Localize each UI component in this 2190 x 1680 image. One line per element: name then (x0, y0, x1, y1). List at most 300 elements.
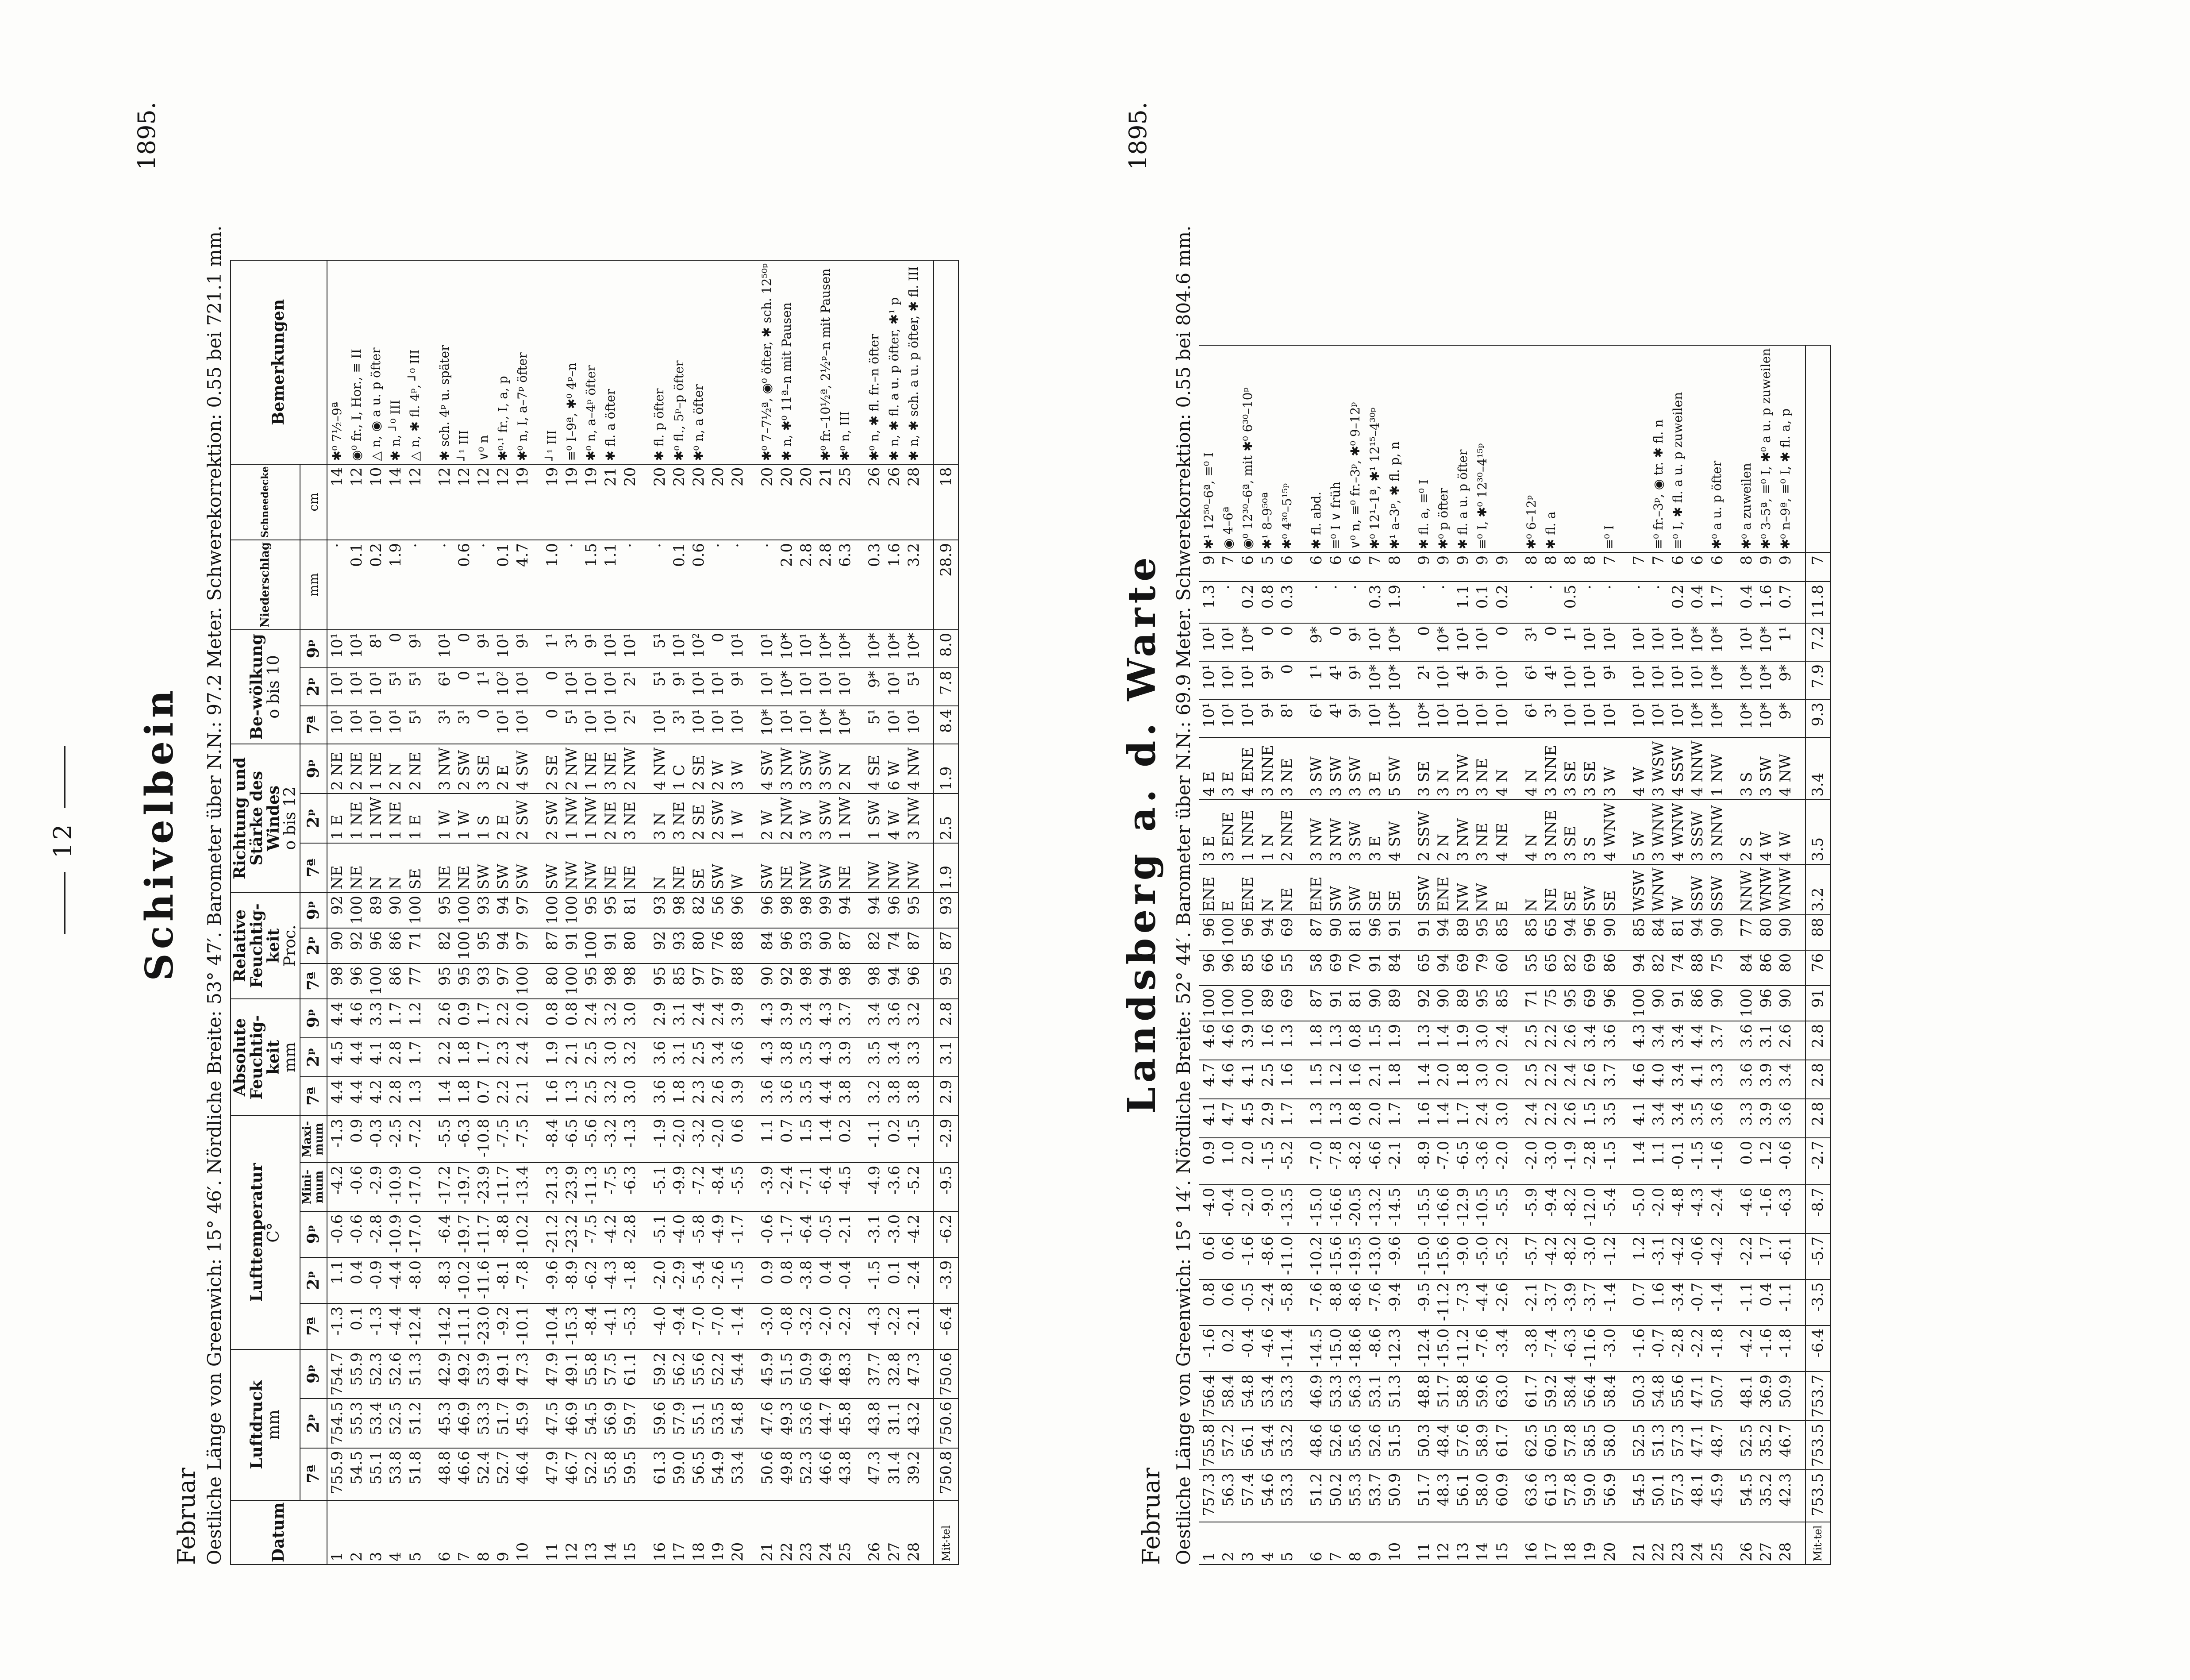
cell-cloud-9: 0 (1493, 623, 1512, 661)
cell-rel-2: 100 (454, 928, 474, 963)
spacer-cell (924, 928, 934, 963)
cell-wind-7: SE (1561, 864, 1580, 915)
cell-abs-7: 2.3 (689, 1077, 708, 1116)
cell-abs-2: 3.6 (650, 1038, 670, 1077)
cell-cloud-7: 6¹ (1522, 699, 1541, 737)
spacer-cell (1727, 800, 1737, 864)
cell-rel-2: 86 (386, 928, 405, 963)
cell-rel-7: 80 (543, 963, 562, 999)
cell-cloud-7: 10* (835, 706, 855, 744)
cell-temp-9: -0.6 (758, 1211, 777, 1257)
spacer-cell (425, 1116, 435, 1163)
spacer-cell (924, 843, 934, 893)
cell-date: 8 (474, 1500, 493, 1564)
cell-cloud-9: 10* (835, 630, 855, 668)
cell-date: 16 (1522, 1522, 1541, 1564)
cell-abs-9: 1.3 (1414, 1021, 1434, 1060)
cell-cloud-2: 9¹ (1258, 661, 1278, 699)
cell-abs-2: 3.1 (934, 1038, 958, 1077)
cell-cloud-9: 0 (454, 630, 474, 668)
cell-rel-7: 100 (562, 963, 581, 999)
cell-cloud-2: 7.8 (934, 668, 958, 706)
spacer-cell (1620, 1421, 1629, 1470)
spacer-cell (1405, 1185, 1414, 1233)
cell-temp-min: -19.7 (454, 1163, 474, 1211)
cell-temp-7: -4.3 (865, 1303, 884, 1349)
spacer-cell (855, 1211, 865, 1257)
cell-pressure-2: 51.2 (406, 1399, 425, 1448)
cell-wind-7: 3.2 (1805, 864, 1830, 915)
cell-temp-7: -8.4 (581, 1303, 601, 1349)
cell-abs-9: 3.1 (670, 999, 689, 1038)
row-spacer (533, 260, 543, 1564)
cell-abs-7: 2.2 (1541, 1099, 1561, 1138)
cell-temp-min: -0.6 (347, 1163, 366, 1211)
cell-rel-9: 100 (347, 893, 366, 928)
cell-cloud-7: 10¹ (689, 706, 708, 744)
cell-abs-2: 1.2 (1326, 1060, 1346, 1099)
cell-abs-9: 4.4 (327, 999, 347, 1038)
cell-rel-7: 100 (1219, 986, 1238, 1021)
cell-temp-max: -2.0 (1522, 1138, 1541, 1185)
cell-temp-max: -6.5 (562, 1116, 581, 1163)
cell-abs-9: 2.2 (493, 999, 513, 1038)
cell-cloud-2: 10¹ (1561, 661, 1580, 699)
cell-cloud-2: 10¹ (1580, 661, 1600, 699)
cell-rel-9: 90 (1600, 915, 1620, 950)
cell-pressure-2: 53.4 (366, 1399, 386, 1448)
spacer-cell (748, 999, 758, 1038)
cell-pressure-7: 54.9 (708, 1448, 728, 1500)
cell-temp-2: 0.4 (816, 1257, 835, 1303)
cell-abs-2: 3.2 (620, 1038, 640, 1077)
cell-cloud-9: 10¹ (1737, 623, 1756, 661)
spacer-cell (1727, 1021, 1737, 1060)
spacer-cell (855, 744, 865, 794)
cell-snow: 9 (1434, 552, 1453, 582)
cell-rel-7: 96 (347, 963, 366, 999)
cell-temp-9: -5.7 (1522, 1233, 1541, 1279)
cell-precip: 0.4 (1737, 582, 1756, 623)
th-bew-label: Be-wölkung (247, 634, 266, 740)
table-row (797, 260, 816, 1564)
spacer-cell (924, 744, 934, 794)
cell-cloud-7: 10¹ (513, 706, 532, 744)
table-row (1199, 345, 1219, 1564)
cell-date: Mit-tel (1805, 1522, 1830, 1564)
cell-temp-9: -2.8 (366, 1211, 386, 1257)
cell-rel-2: 70 (1346, 950, 1365, 986)
cell-pressure-2: 35.2 (1756, 1421, 1776, 1470)
cell-abs-7: 3.5 (797, 1077, 816, 1116)
cell-abs-2: 3.6 (728, 1038, 747, 1077)
cell-temp-9: -1.7 (728, 1211, 747, 1257)
th-rel-label: Relative Feuchtig-keit (231, 903, 283, 988)
cell-abs-9: 1.7 (474, 999, 493, 1038)
cell-temp-9: -15.0 (1414, 1233, 1434, 1279)
cell-wind-9: 2 NW (620, 744, 640, 794)
cell-temp-9: -6.2 (934, 1211, 958, 1257)
cell-cloud-9: 10¹ (1600, 623, 1620, 661)
cell-cloud-9: 10¹ (1629, 623, 1649, 661)
th-p2: 2ᵖ (300, 1399, 327, 1448)
cell-abs-2: 3.4 (708, 1038, 728, 1077)
spacer-cell (1795, 1021, 1805, 1060)
spacer-cell (640, 706, 650, 744)
cell-abs-2: 1.4 (1414, 1060, 1434, 1099)
cell-rel-9: 99 (816, 893, 835, 928)
cell-cloud-7: 10* (816, 706, 835, 744)
cell-pressure-2: 31.1 (885, 1399, 904, 1448)
spacer-cell (1297, 1060, 1307, 1099)
spacer-cell (1405, 1021, 1414, 1060)
cell-abs-2: 3.1 (670, 1038, 689, 1077)
spacer-cell (855, 630, 865, 668)
cell-pressure-9: 55.9 (347, 1349, 366, 1399)
cell-rel-2: 87 (934, 928, 958, 963)
cell-date: 10 (1385, 1522, 1405, 1564)
page-number (49, 0, 77, 1680)
cell-wind-9: 3 SE (1561, 737, 1580, 800)
cell-wind-9: 3 SW (816, 744, 835, 794)
cell-pressure-7: 58.0 (1473, 1470, 1492, 1522)
th-rel-feuchte (231, 893, 300, 999)
cell-cloud-7: 10¹ (904, 706, 924, 744)
cell-remarks: ✱⁰ fl., 5ᵖ–p öfter (670, 260, 689, 464)
cell-temp-7: -4.0 (650, 1303, 670, 1349)
spacer-cell (1620, 552, 1629, 582)
cell-precip: · (758, 540, 777, 630)
cell-rel-7: 95 (650, 963, 670, 999)
cell-wind-9: 4 N (1522, 737, 1541, 800)
cell-cloud-9: 10* (904, 630, 924, 668)
cell-wind-2: 3 W (797, 794, 816, 843)
cell-temp-2: -2.4 (904, 1257, 924, 1303)
cell-temp-min: -5.9 (1522, 1185, 1541, 1233)
cell-cloud-7: 9¹ (1346, 699, 1365, 737)
cell-rel-2: 86 (1756, 950, 1776, 986)
cell-temp-9: -19.7 (454, 1211, 474, 1257)
spacer-cell (1795, 1522, 1805, 1564)
cell-temp-min: -9.0 (1258, 1185, 1278, 1233)
cell-temp-min: -9.5 (934, 1163, 958, 1211)
cell-cloud-7: 10¹ (386, 706, 405, 744)
cell-temp-min: -17.0 (406, 1163, 425, 1211)
cell-rel-2: 80 (689, 928, 708, 963)
cell-cloud-9: 3¹ (562, 630, 581, 668)
spacer-cell (1620, 1233, 1629, 1279)
cell-rel-2: 80 (620, 928, 640, 963)
cell-abs-7: 3.5 (1600, 1099, 1620, 1138)
spacer-cell (924, 260, 934, 464)
cell-cloud-9: 9* (1307, 623, 1326, 661)
cell-rel-7: 85 (1493, 986, 1512, 1021)
cell-pressure-9: 48.1 (1737, 1372, 1756, 1421)
cell-cloud-9: 10¹ (797, 630, 816, 668)
cell-temp-7: -2.2 (835, 1303, 855, 1349)
cell-precip: 0.4 (1688, 582, 1707, 623)
spacer-cell (1297, 582, 1307, 623)
cell-temp-max: -3.6 (1473, 1138, 1492, 1185)
cell-cloud-7: 10¹ (347, 706, 366, 744)
th-b2: 2ᵖ (300, 668, 327, 706)
cell-temp-2: -8.1 (493, 1257, 513, 1303)
cell-wind-2: 3 SSW (1688, 800, 1707, 864)
cell-wind-2: 4 W (1776, 800, 1795, 864)
cell-pressure-7: 52.2 (581, 1448, 601, 1500)
cell-abs-2: 2.5 (1258, 1060, 1278, 1099)
cell-cloud-2: 10¹ (562, 668, 581, 706)
cell-rel-2: 96 (1219, 950, 1238, 986)
cell-remarks (620, 260, 640, 464)
cell-wind-7: WSW (1629, 864, 1649, 915)
cell-date: 25 (1708, 1522, 1727, 1564)
spacer-cell (924, 893, 934, 928)
cell-remarks (797, 260, 816, 464)
cell-pressure-7: 46.6 (454, 1448, 474, 1500)
table-row (1385, 345, 1405, 1564)
cell-abs-7: 4.4 (327, 1077, 347, 1116)
cell-wind-7: NW (904, 843, 924, 893)
spacer-cell (640, 1257, 650, 1303)
cell-cloud-9: 9¹ (474, 630, 493, 668)
cell-wind-2: 3 NW (1453, 800, 1473, 864)
cell-date: 23 (1668, 1522, 1688, 1564)
cell-cloud-7: 10¹ (1199, 699, 1219, 737)
cell-cloud-7: 10¹ (708, 706, 728, 744)
cell-wind-2: 3 E (1199, 800, 1219, 864)
spacer-cell (1795, 623, 1805, 661)
spacer-cell (1795, 915, 1805, 950)
cell-wind-7: SW (543, 843, 562, 893)
cell-cloud-7: 8.4 (934, 706, 958, 744)
cell-remarks: ◉ 4–6ª (1219, 345, 1238, 552)
table-row (1776, 345, 1795, 1564)
cell-rel-2: 84 (1385, 950, 1405, 986)
cell-remarks: ✱ n, ✱ fl. a u. p öfter, ✱¹ p (885, 260, 904, 464)
cell-temp-2: 0.1 (885, 1257, 904, 1303)
cell-cloud-7: 4¹ (1326, 699, 1346, 737)
cell-temp-2: -8.8 (1326, 1279, 1346, 1326)
cell-cloud-2: 9* (865, 668, 884, 706)
cell-cloud-9: 10* (1434, 623, 1453, 661)
spacer-cell (1512, 1233, 1522, 1279)
cell-wind-2: 3 SW (1346, 800, 1365, 864)
th-abs-label: Absolute Feuchtig-keit (231, 1015, 283, 1100)
cell-wind-9: 3 WSW (1649, 737, 1668, 800)
cell-abs-2: 2.4 (513, 1038, 532, 1077)
cell-cloud-2: 5¹ (386, 668, 405, 706)
cell-wind-2: 4 NE (1493, 800, 1512, 864)
cell-temp-7: -4.6 (1258, 1326, 1278, 1372)
cell-temp-min: -12.0 (1580, 1185, 1600, 1233)
cell-wind-9: 3 W (728, 744, 747, 794)
cell-rel-2: 96 (1199, 950, 1219, 986)
cell-cloud-9: 10* (865, 630, 884, 668)
cell-abs-9: 3.4 (1668, 1021, 1688, 1060)
cell-pressure-7: 56.1 (1453, 1470, 1473, 1522)
cell-temp-2: -0.7 (1688, 1279, 1707, 1326)
cell-temp-min: -11.7 (493, 1163, 513, 1211)
cell-pressure-7: 60.9 (1493, 1470, 1512, 1522)
cell-remarks: ✱⁰ a zuweilen (1737, 345, 1756, 552)
table-row (1737, 345, 1756, 1564)
cell-cloud-7: 6¹ (1307, 699, 1326, 737)
cell-pressure-7: 49.8 (777, 1448, 797, 1500)
spacer-cell (425, 893, 435, 928)
cell-snow: 7 (1600, 552, 1620, 582)
cell-pressure-9: 53.3 (1326, 1372, 1346, 1421)
cell-pressure-7: 57.4 (1238, 1470, 1258, 1522)
cell-cloud-2: 10¹ (1199, 661, 1219, 699)
spacer-cell (1727, 661, 1737, 699)
cell-temp-7: -3.0 (1600, 1326, 1620, 1372)
cell-cloud-9: 8¹ (366, 630, 386, 668)
th-schneedecke: Schneedecke (231, 464, 300, 540)
cell-cloud-9: 10¹ (601, 630, 620, 668)
cell-temp-9: -5.1 (650, 1211, 670, 1257)
cell-pressure-7: 50.1 (1649, 1470, 1668, 1522)
cell-pressure-9: 61.1 (620, 1349, 640, 1399)
cell-wind-2: 2 SSW (1414, 800, 1434, 864)
cell-cloud-9: 10¹ (347, 630, 366, 668)
cell-temp-7: -4.1 (601, 1303, 620, 1349)
spacer-cell (425, 668, 435, 706)
cell-temp-2: 1.6 (1649, 1279, 1668, 1326)
cell-temp-2: -2.6 (708, 1257, 728, 1303)
spacer-cell (1405, 864, 1414, 915)
cell-temp-2: -0.4 (835, 1257, 855, 1303)
cell-rel-7: 96 (1756, 986, 1776, 1021)
cell-rel-2: 58 (1307, 950, 1326, 986)
cell-temp-2: -9.6 (543, 1257, 562, 1303)
cell-cloud-7: 10¹ (366, 706, 386, 744)
cell-temp-7: -6.3 (1561, 1326, 1580, 1372)
cell-pressure-7: 750.8 (934, 1448, 958, 1500)
cell-abs-9: 3.0 (1473, 1021, 1492, 1060)
cell-pressure-9: 756.4 (1199, 1372, 1219, 1421)
cell-abs-2: 3.7 (1600, 1060, 1620, 1099)
cell-precip: 0.1 (493, 540, 513, 630)
cell-wind-9: 3 SW (1756, 737, 1776, 800)
cell-abs-9: 1.7 (386, 999, 405, 1038)
spacer-cell (1405, 1522, 1414, 1564)
row-spacer (1405, 345, 1414, 1564)
cell-wind-2: 4 W (1756, 800, 1776, 864)
cell-wind-2: 3 WNW (1649, 800, 1668, 864)
spacer-cell (1795, 1470, 1805, 1522)
table-row (1649, 345, 1668, 1564)
cell-rel-2: 97 (513, 928, 532, 963)
cell-temp-7: -0.7 (1649, 1326, 1668, 1372)
cell-wind-7: NW (562, 843, 581, 893)
spacer-cell (1795, 1233, 1805, 1279)
cell-temp-2: -4.3 (601, 1257, 620, 1303)
cell-cloud-7: 10¹ (650, 706, 670, 744)
cell-cloud-7: 10¹ (797, 706, 816, 744)
cell-cloud-7: 10¹ (1473, 699, 1492, 737)
cell-temp-2: -1.8 (620, 1257, 640, 1303)
cell-rel-2: 76 (708, 928, 728, 963)
cell-cloud-2: 10* (1385, 661, 1405, 699)
cell-temp-min: -4.3 (1688, 1185, 1707, 1233)
cell-cloud-2: 10¹ (708, 668, 728, 706)
cell-abs-2: 2.6 (1580, 1060, 1600, 1099)
cell-abs-9: 3.2 (601, 999, 620, 1038)
cell-cloud-2: 10² (493, 668, 513, 706)
cell-wind-9: 1 NW (1708, 737, 1727, 800)
spacer-cell (748, 1163, 758, 1211)
cell-wind-2: 4 W (885, 794, 904, 843)
cell-abs-2: 4.5 (327, 1038, 347, 1077)
cell-pressure-2: 43.8 (865, 1399, 884, 1448)
cell-remarks: ✱⁰ n, ✱ fl. fr.–n öfter (865, 260, 884, 464)
cell-pressure-9: 37.7 (865, 1349, 884, 1399)
cell-temp-max: -1.9 (1561, 1138, 1580, 1185)
cell-rel-7: 89 (1453, 986, 1473, 1021)
spacer-cell (640, 893, 650, 928)
cell-cloud-2: 9¹ (1473, 661, 1492, 699)
spacer-cell (533, 928, 543, 963)
cell-temp-max: -10.8 (474, 1116, 493, 1163)
cell-cloud-9: 10¹ (435, 630, 454, 668)
cell-cloud-2: 9¹ (1600, 661, 1620, 699)
cell-cloud-7: 3¹ (435, 706, 454, 744)
cell-date: 7 (454, 1500, 474, 1564)
cell-abs-7: 3.8 (885, 1077, 904, 1116)
cell-precip: · (406, 540, 425, 630)
spacer-cell (640, 464, 650, 540)
cell-temp-7: 0.1 (347, 1303, 366, 1349)
cell-rel-2: 94 (493, 928, 513, 963)
cell-pressure-2: 51.3 (1649, 1421, 1668, 1470)
spacer-cell (1512, 623, 1522, 661)
cell-abs-2: 3.8 (777, 1038, 797, 1077)
spacer-cell (640, 1116, 650, 1163)
cell-date: 3 (1238, 1522, 1258, 1564)
cell-abs-7: 3.0 (620, 1077, 640, 1116)
cell-temp-min: -15.0 (1307, 1185, 1326, 1233)
cell-abs-9: 3.9 (1238, 1021, 1258, 1060)
cell-date: 2 (347, 1500, 366, 1564)
spacer-cell (1727, 1279, 1737, 1326)
cell-cloud-9: 0 (1541, 623, 1561, 661)
cell-wind-9: 2 NW (562, 744, 581, 794)
cell-precip: 0.2 (1668, 582, 1688, 623)
cell-pressure-9: 54.8 (1649, 1372, 1668, 1421)
cell-wind-2: 3 NW (1326, 800, 1346, 864)
cell-temp-2: -3.8 (797, 1257, 816, 1303)
cell-temp-max: 0.9 (347, 1116, 366, 1163)
cell-date: 10 (513, 1500, 532, 1564)
cell-cloud-2: 2¹ (620, 668, 640, 706)
cell-temp-min: -4.2 (327, 1163, 347, 1211)
cell-pressure-9: 46.9 (1307, 1372, 1326, 1421)
cell-cloud-2: 2¹ (1414, 661, 1434, 699)
cell-remarks: ✱⁰ n, a öfter (689, 260, 708, 464)
cell-remarks: ✱ fl. a u. p öfter (1453, 345, 1473, 552)
cell-pressure-9: 55.6 (1668, 1372, 1688, 1421)
cell-abs-2: 1.8 (454, 1038, 474, 1077)
cell-rel-9: 94 (1434, 915, 1453, 950)
cell-cloud-7: 10¹ (885, 706, 904, 744)
cell-snow: 20 (620, 464, 640, 540)
cell-abs-7: 1.7 (1278, 1099, 1297, 1138)
cell-temp-9: -6.4 (797, 1211, 816, 1257)
cell-temp-9: -4.2 (601, 1211, 620, 1257)
cell-cloud-7: 3¹ (454, 706, 474, 744)
cell-date: 7 (1326, 1522, 1346, 1564)
